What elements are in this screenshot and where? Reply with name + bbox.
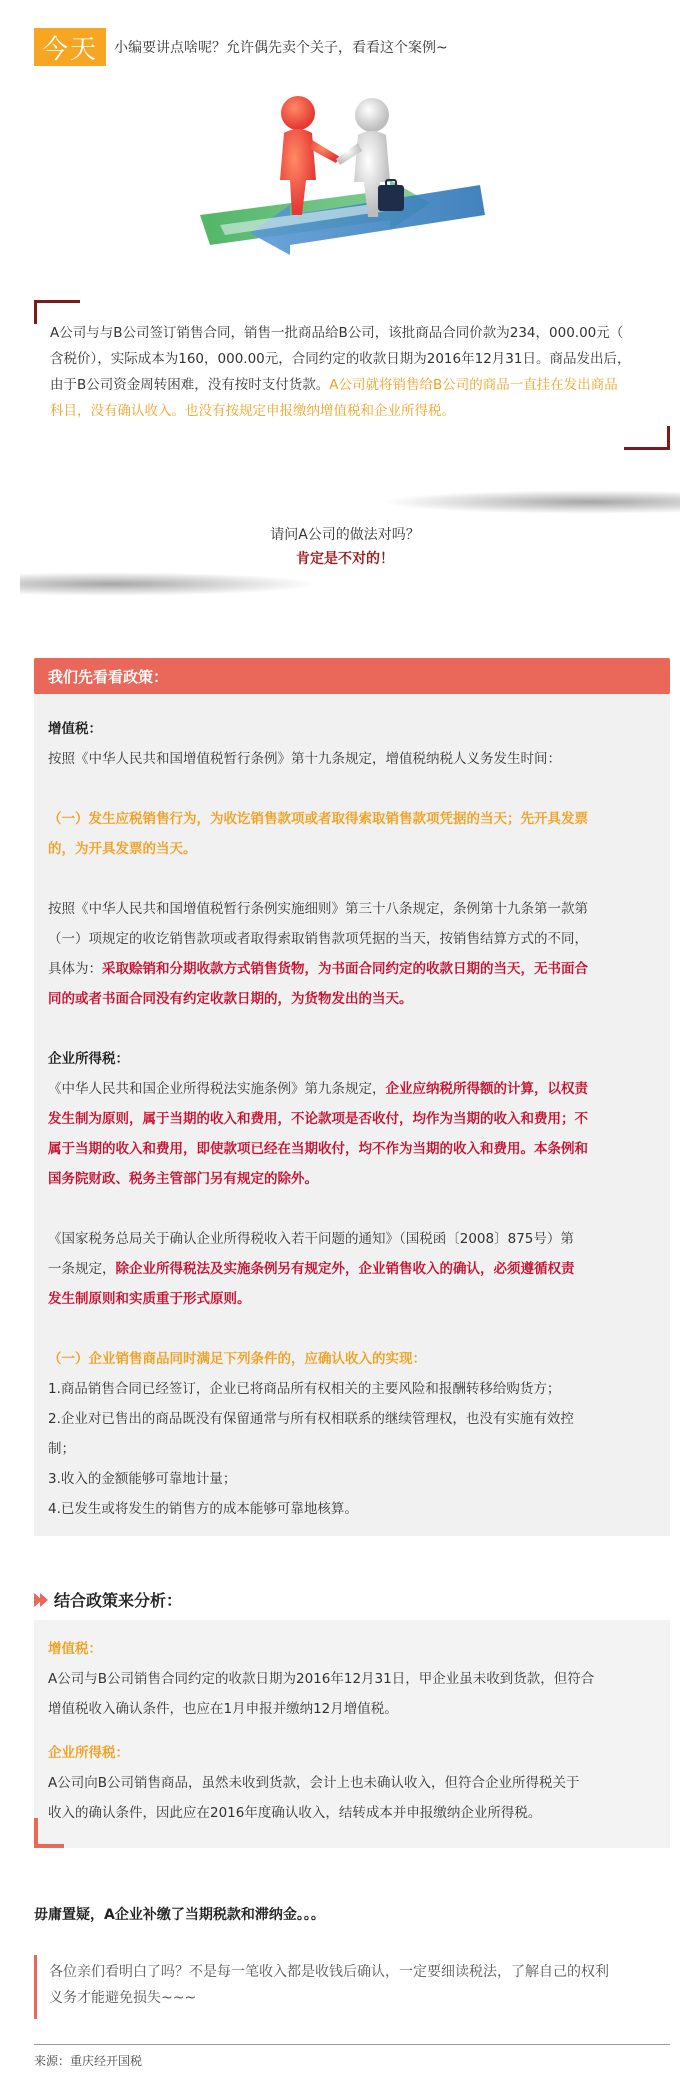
policy-highlight: （一）发生应税销售行为，为收讫销售款项或者取得索取销售款项凭据的当天；先开具发票 <box>48 811 588 827</box>
case-line: 含税价），实际成本为160，000.00元，合同约定的收款日期为2016年12月31日。商品发出后， <box>50 351 631 367</box>
conditions-title: （一）企业销售商品同时满足下列条件的，应确认收入的实现： <box>48 1351 426 1367</box>
condition-item: 制； <box>48 1441 75 1457</box>
decorative-shadow <box>380 490 680 514</box>
source-text: 来源：重庆经开国税 <box>34 2054 143 2068</box>
condition-item: 4.已发生或将发生的销售方的成本能够可靠地核算。 <box>48 1501 358 1517</box>
policy-highlight-red: 发生制为原则，属于当期的收入和费用，不论款项是否收付，均作为当期的收入和费用；不 <box>48 1111 588 1127</box>
policy-paragraph: （一）项规定的收讫销售款项或者取得索取销售款项凭据的当天，按销售结算方式的不同， <box>48 931 588 947</box>
condition-item: 3.收入的金额能够可靠地计量； <box>48 1471 237 1487</box>
policy-paragraph: 按照《中华人民共和国增值税暂行条例》第十九条规定，增值税纳税人义务发生时间： <box>48 751 561 767</box>
closing-note <box>34 1955 670 2019</box>
policy-highlight-red: 企业应纳税所得额的计算，以权责 <box>385 1081 588 1097</box>
handshake-illustration <box>180 85 500 285</box>
case-line <box>50 372 662 398</box>
policy-text-plain: 具体为： <box>48 961 102 977</box>
policy-highlight-red: 采取赊销和分期收款方式销售货物，为书面合同约定的收款日期的当天，无书面合 <box>102 961 588 977</box>
case-text <box>50 320 662 424</box>
double-arrow-icon <box>34 1593 48 1607</box>
analysis-paragraph: 收入的确认条件，因此应在2016年度确认收入，结转成本并申报缴纳企业所得税。 <box>48 1805 542 1821</box>
policy-highlight-red: 发生制原则和实质重于形式原则。 <box>48 1291 251 1307</box>
note-line: 各位亲们看明白了吗？不是每一笔收入都是收钱后确认，一定要细读税法，了解自己的权利 <box>49 1964 609 1980</box>
policy-text-plain: 一条规定， <box>48 1261 116 1277</box>
policy-highlight-red: 除企业所得税法及实施条例另有规定外，企业销售收入的确认，必须遵循权责 <box>115 1261 575 1277</box>
condition-item: 1.商品销售合同已经签订，企业已将商品所有权相关的主要风险和报酬转移给购货方； <box>48 1381 561 1397</box>
policy-highlight: 的，为开具发票的当天。 <box>48 841 197 857</box>
policy-paragraph: 按照《中华人民共和国增值税暂行条例实施细则》第三十八条规定，条例第十九条第一款第 <box>48 901 588 917</box>
note-line: 义务才能避免损失~~~ <box>49 1990 197 2006</box>
analysis-paragraph: A公司与B公司销售合同约定的收款日期为2016年12月31日，甲企业虽未收到货款，但符合 <box>48 1671 595 1687</box>
policy-paragraph <box>48 1254 656 1284</box>
analysis-subtitle-cit: 企业所得税： <box>48 1745 129 1761</box>
corner-bracket-bottom-right <box>624 426 670 450</box>
section-title-vat: 增值税： <box>48 721 102 737</box>
policy-highlight-red: 属于当期的收入和费用，即使款项已经在当期收付，均不作为当期的收入和费用。本条例和 <box>48 1141 588 1157</box>
analysis-title <box>34 1588 182 1611</box>
policy-body <box>34 694 670 1524</box>
case-box <box>34 300 670 450</box>
policy-header: 我们先看看政策： <box>34 658 670 694</box>
policy-highlight-red: 同的或者书面合同没有约定收款日期的，为货物发出的当天。 <box>48 991 413 1007</box>
conclusion-text: 毋庸置疑，A企业补缴了当期税款和滞纳金。。。 <box>34 1907 325 1923</box>
corner-bracket-bottom-left <box>34 1818 64 1848</box>
intro-text: 小编要讲点啥呢？允许偶先卖个关子，看看这个案例~ <box>114 40 448 56</box>
analysis-paragraph: A公司向B公司销售商品，虽然未收到货款，会计上也未确认收入，但符合企业所得税关于 <box>48 1775 580 1791</box>
policy-paragraph: 《国家税务总局关于确认企业所得税收入若干问题的通知》（国税函〔2008〕875号）第 <box>48 1231 574 1247</box>
case-highlight: 科目，没有确认收入。也没有按规定申报缴纳增值税和企业所得税。 <box>50 403 455 419</box>
decorative-shadow <box>20 572 320 596</box>
section-title-cit: 企业所得税： <box>48 1051 129 1067</box>
policy-highlight-red: 国务院财政、税务主管部门另有规定的除外。 <box>48 1171 318 1187</box>
analysis-title-text: 结合政策来分析： <box>54 1591 183 1610</box>
policy-paragraph <box>48 954 656 984</box>
case-line: A公司与与B公司签订销售合同，销售一批商品给B公司，该批商品合同价款为234，000.00元（ <box>50 325 624 341</box>
case-text-plain: 由于B公司资金周转困难，没有按时支付货款。 <box>50 377 330 393</box>
answer-text: 肯定是不对的！ <box>296 551 394 567</box>
question-text: 请问A公司的做法对吗？ <box>270 527 420 543</box>
analysis-paragraph: 增值税收入确认条件，也应在1月申报并缴纳12月增值税。 <box>48 1701 398 1717</box>
policy-text-plain: 《中华人民共和国企业所得税法实施条例》第九条规定， <box>48 1081 386 1097</box>
policy-paragraph <box>48 1074 656 1104</box>
analysis-subtitle-vat: 增值税： <box>48 1641 102 1657</box>
intro <box>34 28 448 66</box>
divider <box>34 2044 670 2045</box>
case-highlight: A公司就将销售给B公司的商品一直挂在发出商品 <box>329 377 618 393</box>
condition-item: 2.企业对已售出的商品既没有保留通常与所有权相联系的继续管理权，也没有实施有效控 <box>48 1411 574 1427</box>
policy-panel <box>34 658 670 1536</box>
today-badge: 今天 <box>34 28 106 66</box>
analysis-panel <box>34 1620 670 1848</box>
